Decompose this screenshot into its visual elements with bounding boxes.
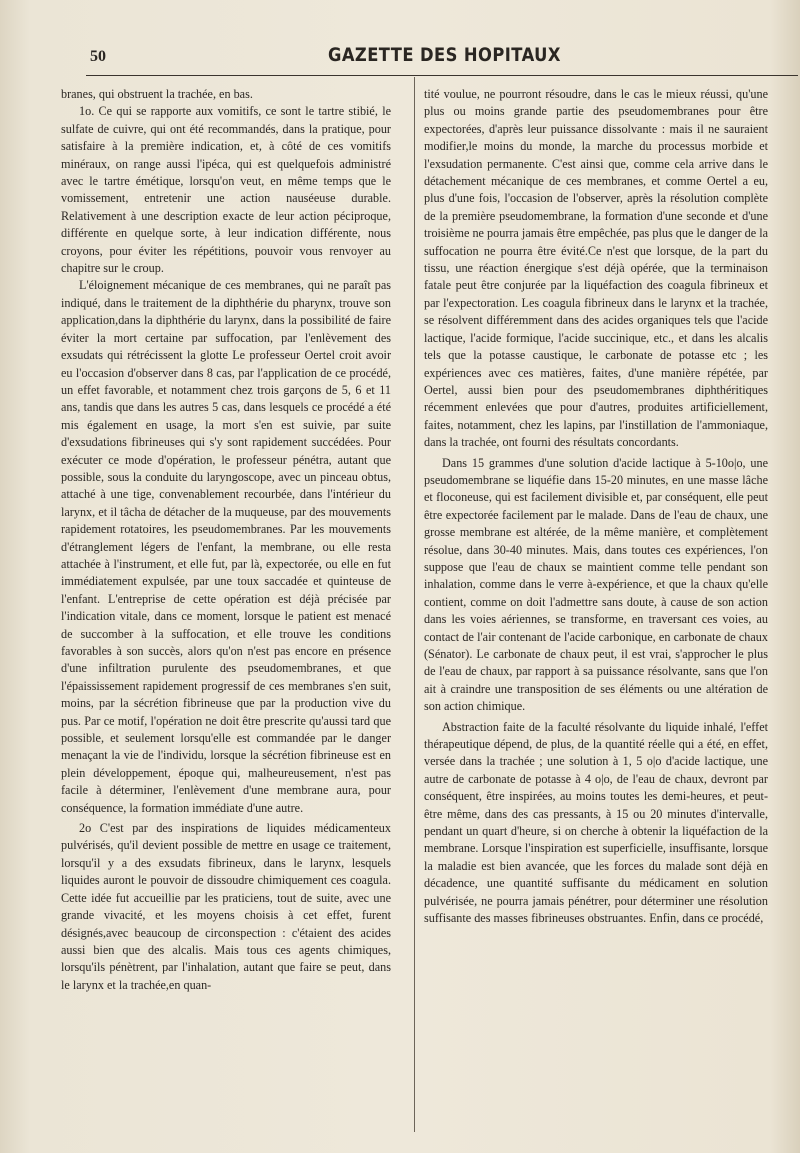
paragraph: Dans 15 grammes d'une solution d'acide lactique à 5-10o|o, une pseudomembrane se liquéfie dans 15-20 minutes, en une masse lâche et floconeuse, qui est facilement divisible et, par conséquent, elle peut être expectorée facilement par le malade. Dans de l'eau de chaux, une grosse membrane est altérée, de la même manière, et complètement résolue, dans 30-40 minutes. Mais, dans toutes ces expériences, l'on suppose que l'eau de chaux se maintient comme telle pendant son inhalation, comme dans le verre à-expérience, et que la chaux qu'elle contient, comme on doit l'admettre sans doute, à cause de son action dans les voies aériennes, se transforme, en traversant ces voies, au contact de l'air contenant de l'acide carbonique, en carbonate de chaux (Sénator). Le carbonate de chaux peut, il est vrai, s'approcher le plus de l'eau de chaux, par rapport à sa puissance résolvante, sans que l'on ait à craindre une transposition de ses éléments ou une altération de son action chimique. <box>424 455 768 714</box>
paragraph: branes, qui obstruent la trachée, en bas. <box>61 87 253 101</box>
paragraph: tité voulue, ne pourront résoudre, dans le cas le mieux réussi, qu'une plus ou moins grande partie des pseudomembranes pour être expectorées, d'après leur puissance dissolvante : mais il ne sauraient modifier,le moins du monde, la marche du processus morbide et l'exsudation permanente. C'est ainsi que, comme cela arrive dans le détachement mécanique de ces membranes, et comme Oertel a eu, plus d'une fois, l'occasion de l'observer, après la résolution complète de la première pseudomembrane, la formation d'une seconde et d'une troisième ne pourra jamais être empêchée, pas plus que le danger de la suffocation ne pourra être évité.Ce n'est que lorsque, de la part du tissu, une réaction énergique s'est déjà opérée, que la terminaison fatale peut être conjurée par la liquéfaction des coagula fibrineux et par l'expectoration. Les coagula fibrineux dans le larynx et la trachée, se résolvent différemment dans des acides organiques tels que l'acide lactique, l'acide formique, l'acide succinique, etc., et dans les alcalis tels que la potasse caustique, le carbonate de potasse etc ; les expériences avec ces matières, faites, d'une manière répétée, par Oertel, aussi bien pour des pseudomembranes diphthéritiques récemment enlevées que pour d'autres, produites artificiellement, faites, notamment, chez les lapins, par l'instillation de l'ammoniaque, dans la trachée, ont fourni des résultats concordants. <box>424 87 768 450</box>
page-number: 50 <box>90 48 106 65</box>
paragraph: Abstraction faite de la faculté résolvante du liquide inhalé, l'effet thérapeutique dépend, de plus, de la quantité réelle qui a été, en effet, versée dans la trachée ; une solution à 1, 5 o|o d'acide lactique, une autre de carbonate de potasse à 4 o|o, de l'eau de chaux, devront par conséquent, être inspirées, au moins toutes les demi-heures, et peut-être même, dans des cas pressants, à 15 ou 20 minutes d'intervalle, pendant un quart d'heure, si on cherche à obtenir la liquéfaction de la membrane. Lorsque l'inspiration est superficielle, insuffisante, lorsque la maladie est bien avancée, que les forces du malade sont déjà en décadence, une quantité suffisante du médicament en solution pulvérisée, ne pourra jamais pénétrer, pour déterminer une résolution suffisante des masses fibrineuses obstruantes. Enfin, dans ce procédé, <box>424 719 768 926</box>
paragraph: 1o. Ce qui se rapporte aux vomitifs, ce sont le tartre stibié, le sulfate de cuivre, qui ont été recommandés, dans la pratique, pour satisfaire à la première indication, et, à côté de ces vomitifs minéraux, on range aussi l'ipéca, qui est quelquefois administré avec le tartre émétique, lorsqu'on veut, en même temps que le vomissement, entretenir une action nauséeuse durable. Relativement à une description exacte de leur action péciproque, différente en quelque sorte, à leur indication différente, nous croyons, pour éviter les répétitions, pouvoir vous renvoyer au chapitre sur le croup. <box>61 104 391 276</box>
paragraph: L'éloignement mécanique de ces membranes, qui ne paraît pas indiqué, dans le traitement de la diphthérie du pharynx, trouve son application,dans la diphthérie du larynx, dans la possibilité de faire éviter la mort certaine par suffocation, par l'enlèvement des exsudats qui rétrécissent la glotte Le professeur Oertel croit avoir eu l'occasion d'observer dans 8 cas, par l'application de ce procédé, un effet favorable, et notamment chez trois garçons de 5, 6 et 11 ans, tandis que dans les autres 5 cas, dans lesquels ce procédé a été mis également en usage, la mort s'en est suivie, par suite d'exsudations fibrineuses qui s'y sont rapidement succédées. Pour exécuter ce mode d'opération, le professeur pénétra, autant que possible, sous la conduite du laryngoscope, avec un pinceau obtus, attaché à une tige, convenablement recourbée, dans l'intérieur du larynx, et il tâcha de détacher de la muqueuse, par des mouvements rapidement rotatoires, les pseudomembranes. Par les mouvements d'étranglement légers de l'enfant, la membrane, ou elle resta attachée à l'instrument, et elle fut, par là, expectorée, ou elle en fut immédiatement expulsée, par une toux saccadée et quinteuse de l'enfant. L'entreprise de cette opération est déjà précisée par l'indication vitale, dans ce moment, lorsque le patient est menacé de succomber à la suffocation, et elle trouve les conditions favorables à son succès, alors qu'on n'est pas encore en présence d'une infiltration purulente des pseudomembranes, et que l'épaississement rapidement progressif de ces membranes s'en suit, moins, par la sécrétion fibrineuse que par la production vive du pus. Par ce motif, l'opération ne doit être prescrite qu'aussi tard que possible, et seulement lorsqu'elle est commandée par le danger menaçant la vie de l'individu, lorsque la sécrétion fibrineuse est en plein développement, époque qui, malheureusement, n'est pas facile à déterminer, l'enlèvement d'une membrane aura, pour conséquence, la formation immédiate d'une autre. <box>61 278 391 815</box>
right-column <box>424 86 768 928</box>
left-column <box>61 86 391 994</box>
header-rule <box>86 75 798 76</box>
page-header <box>88 44 800 76</box>
paragraph: 2o C'est par des inspirations de liquides médicamenteux pulvérisés, qu'il devient possible de mettre en usage ce traitement, lorsqu'il y a des exsudats fibrineux, dans le larynx, lesquels liquides auront le pouvoir de dissoudre chimiquement ces coagula. Cette idée fut accueillie par les praticiens, tout de suite, avec une grande vivacité, et les moyens choisis à cet effet, furent désignés,avec beaucoup de circonspection : c'étaient des acides aussi bien que des alcalis. Mais tous ces agents chimiques, lorsqu'ils pénètrent, par l'inhalation, autant que faire se peut, dans le larynx et la trachée,en quan- <box>61 821 391 992</box>
journal-title: GAZETTE DES HOPITAUX <box>328 44 561 66</box>
column-divider <box>414 77 415 1132</box>
